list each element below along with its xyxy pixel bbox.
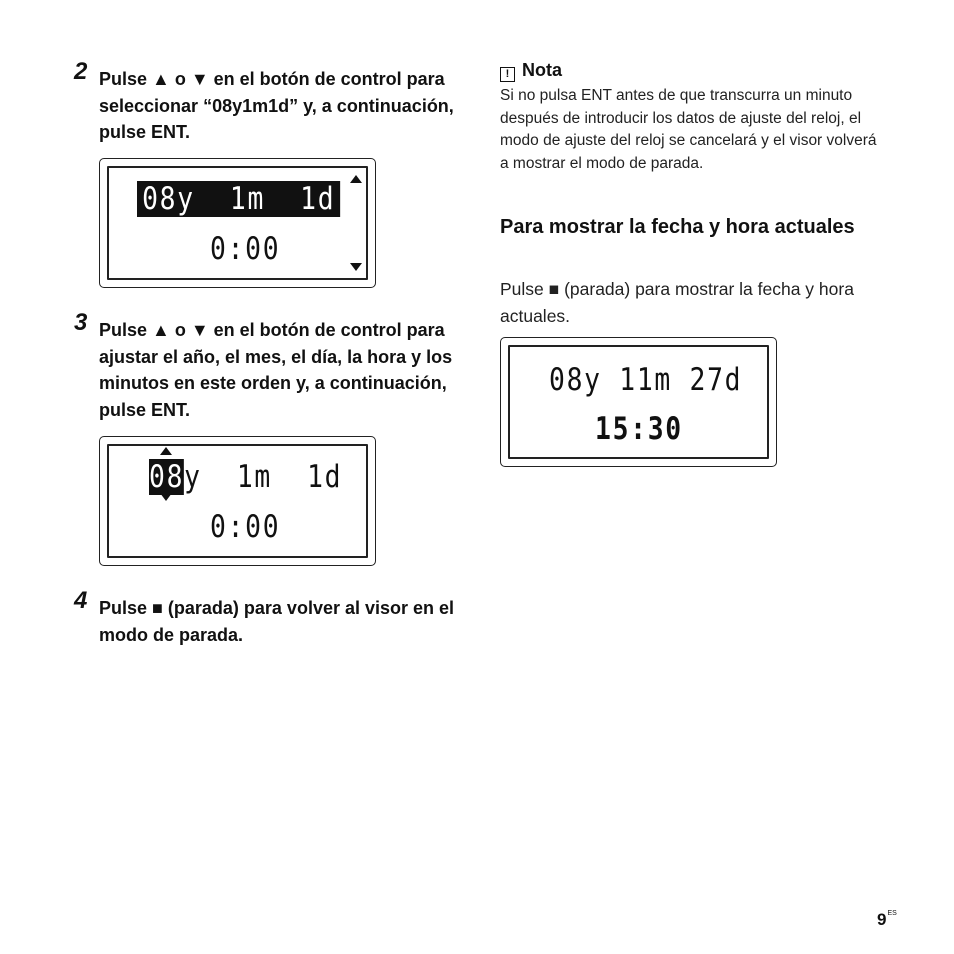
step-number: 2 xyxy=(74,58,88,85)
lcd-time-bold: 15:30 xyxy=(595,411,683,447)
step-text: Pulse ▲ o ▼ en el botón de control para ajustar el año, el mes, el día, la hora y los minutos en este orden y, a continuación, pulse ENT. xyxy=(99,320,453,420)
up-arrow-icon xyxy=(160,447,172,455)
page-number xyxy=(877,910,897,930)
note-heading xyxy=(500,60,562,82)
section-title: Para mostrar la fecha y hora actuales xyxy=(500,216,855,238)
step-text: Pulse ■ (parada) para volver al visor en el modo de parada. xyxy=(99,598,455,645)
lcd-date xyxy=(149,459,342,495)
note-icon: ! xyxy=(500,67,515,82)
lcd-date-highlighted: 08y 1m 1d xyxy=(137,181,340,217)
section-body: Pulse ■ (parada) para mostrar la fecha y hora actuales. xyxy=(500,279,854,326)
lcd-display-select xyxy=(99,158,376,288)
down-arrow-icon xyxy=(160,493,172,501)
note-body: Si no pulsa ENT antes de que transcurra un minuto después de introducir los datos de ajuste del reloj, el modo de ajuste del reloj se cancelará y el visor volverá a mostrar el modo de parada. xyxy=(500,87,877,172)
lcd-date-rest: y 1m 1d xyxy=(184,459,343,495)
down-arrow-icon xyxy=(350,263,362,271)
page-number-value: 9 xyxy=(877,910,887,929)
step-text: Pulse ▲ o ▼ en el botón de control para seleccionar “08y1m1d” y, a continuación, pulse ENT. xyxy=(99,69,454,142)
page-language: ES xyxy=(887,910,897,917)
step-number: 3 xyxy=(74,309,88,336)
lcd-time: 0:00 xyxy=(210,509,281,545)
step-number: 4 xyxy=(74,587,88,614)
up-arrow-icon xyxy=(350,175,362,183)
lcd-display-current xyxy=(500,337,777,467)
lcd-time: 0:00 xyxy=(210,231,281,267)
note-title: Nota xyxy=(522,60,562,80)
lcd-date: 08y 11m 27d xyxy=(549,362,743,398)
lcd-year-highlighted: 08 xyxy=(149,459,185,495)
lcd-display-adjust xyxy=(99,436,376,566)
